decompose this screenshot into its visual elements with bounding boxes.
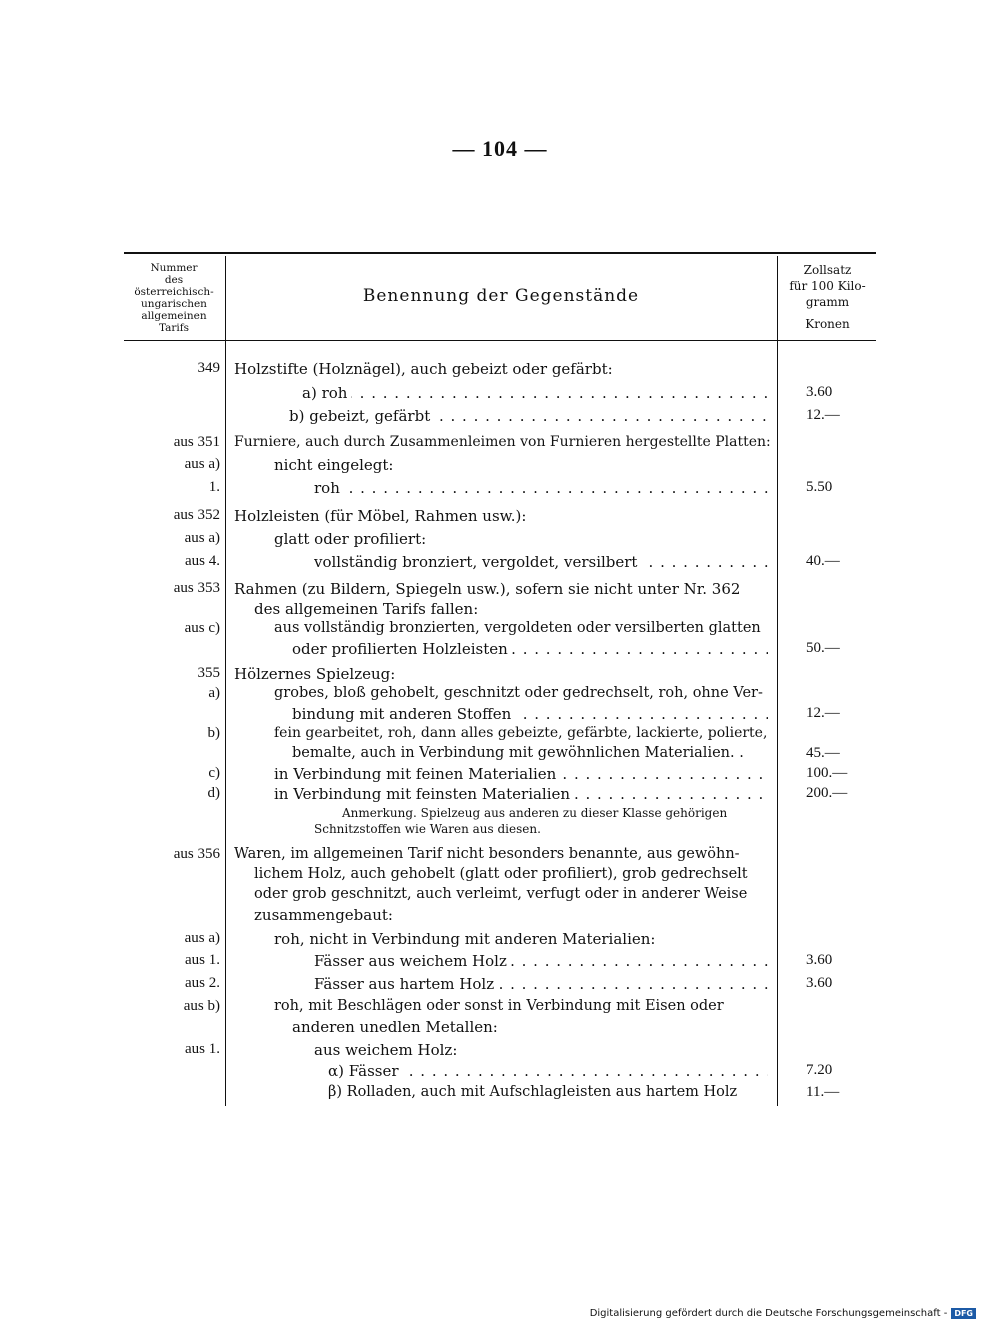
tariff-number: c) bbox=[208, 765, 220, 781]
item-text: Fässer aus weichem Holz bbox=[314, 952, 511, 970]
header-col1-line: Nummer bbox=[150, 262, 198, 274]
tariff-number: aus c) bbox=[184, 620, 220, 636]
item-text: Hölzernes Spielzeug: bbox=[234, 665, 396, 683]
item-text: oder grob geschnitzt, auch verleimt, verfugt oder in anderer Weise bbox=[254, 886, 748, 902]
tariff-number: aus a) bbox=[184, 530, 220, 546]
item-text: β) Rolladen, auch mit Aufschlagleisten aus hartem Holz bbox=[328, 1084, 738, 1100]
header-col1-line: allgemeinen bbox=[141, 310, 207, 322]
duty-value: 100.— bbox=[806, 765, 848, 781]
duty-value: 5.50 bbox=[806, 479, 833, 495]
table-row bbox=[292, 640, 768, 658]
annotation-note: Anmerkung. Spielzeug aus anderen zu dieser Klasse gehörigen bbox=[342, 806, 728, 820]
item-text: Rahmen (zu Bildern, Spiegeln usw.), sofern sie nicht unter Nr. 362 bbox=[234, 580, 741, 598]
header-col1-line: des österreichisch- bbox=[134, 274, 214, 298]
item-text: Furniere, auch durch Zusammenleimen von Furnieren hergestellte Platten: bbox=[234, 434, 771, 450]
tariff-number: d) bbox=[207, 785, 220, 801]
tariff-number: b) bbox=[207, 725, 220, 741]
item-text: grobes, bloß gehobelt, geschnitzt oder gedrechselt, roh, ohne Ver- bbox=[274, 685, 763, 701]
item-text: Holzstifte (Holznägel), auch gebeizt oder gefärbt: bbox=[234, 360, 613, 378]
header-col3-line: für 100 Kilo- bbox=[789, 279, 866, 293]
tariff-number: aus 1. bbox=[185, 952, 220, 968]
header-col3-line: Zollsatz bbox=[803, 263, 852, 277]
tariff-number: aus 4. bbox=[185, 553, 220, 569]
item-text: in Verbindung mit feinen Materialien bbox=[274, 765, 560, 783]
footer-text: Digitalisierung gefördert durch die Deutsche Forschungsgemeinschaft - bbox=[589, 1308, 948, 1319]
tariff-number: aus 353 bbox=[173, 580, 220, 596]
tariff-number: aus 2. bbox=[185, 975, 220, 991]
table-row bbox=[289, 407, 768, 425]
header-tariff-number bbox=[124, 262, 224, 334]
table-row bbox=[314, 975, 768, 993]
table-row bbox=[274, 785, 768, 803]
table-header-rule bbox=[124, 340, 876, 341]
duty-value: 12.— bbox=[806, 705, 840, 721]
table-row bbox=[302, 384, 768, 402]
page-number: — 104 — bbox=[452, 136, 548, 161]
item-text: b) gebeizt, gefärbt bbox=[289, 407, 434, 425]
table-row bbox=[314, 479, 768, 497]
item-text: Fässer aus hartem Holz bbox=[314, 975, 498, 993]
tariff-number: aus 352 bbox=[173, 507, 220, 523]
item-text: Holzleisten (für Möbel, Rahmen usw.): bbox=[234, 507, 527, 525]
tariff-number: a) bbox=[208, 685, 220, 701]
item-text: in Verbindung mit feinsten Materialien bbox=[274, 785, 574, 803]
item-text: a) roh bbox=[302, 384, 351, 402]
table-top-rule bbox=[124, 252, 876, 254]
table-row bbox=[314, 952, 768, 970]
item-text: vollständig bronziert, vergoldet, versilbert bbox=[314, 553, 641, 571]
tariff-number: aus a) bbox=[184, 456, 220, 472]
dfg-logo: DFG bbox=[951, 1308, 976, 1319]
annotation-note: Schnitzstoffen wie Waren aus diesen. bbox=[314, 822, 541, 836]
table-row bbox=[314, 553, 768, 571]
item-text: nicht eingelegt: bbox=[274, 456, 394, 474]
item-text: α) Fässer bbox=[328, 1062, 403, 1080]
header-col1-line: Tarifs bbox=[158, 322, 190, 334]
column-divider-right bbox=[777, 256, 778, 1106]
duty-value: 7.20 bbox=[806, 1062, 833, 1078]
item-text: lichem Holz, auch gehobelt (glatt oder profiliert), grob gedrechselt bbox=[254, 866, 748, 882]
item-text: Waren, im allgemeinen Tarif nicht besonders benannte, aus gewöhn- bbox=[234, 846, 740, 862]
item-text: roh, mit Beschlägen oder sonst in Verbindung mit Eisen oder bbox=[274, 998, 724, 1014]
item-text: aus weichem Holz: bbox=[314, 1041, 458, 1059]
footer-credit bbox=[590, 1308, 976, 1319]
duty-value: 3.60 bbox=[806, 975, 833, 991]
duty-value: 11.— bbox=[806, 1084, 840, 1100]
item-text: bindung mit anderen Stoffen bbox=[292, 705, 515, 723]
item-text: roh, nicht in Verbindung mit anderen Materialien: bbox=[274, 930, 656, 948]
table-row bbox=[274, 765, 768, 783]
header-duty-rate bbox=[779, 262, 876, 332]
item-text: aus vollständig bronzierten, vergoldeten oder versilberten glatten bbox=[274, 620, 761, 636]
header-col3-unit: Kronen bbox=[805, 317, 850, 331]
item-text: glatt oder profiliert: bbox=[274, 530, 427, 548]
tariff-number: aus a) bbox=[184, 930, 220, 946]
duty-value: 200.— bbox=[806, 785, 848, 801]
table-row bbox=[328, 1062, 768, 1080]
duty-value: 3.60 bbox=[806, 384, 833, 400]
item-text: roh bbox=[314, 479, 344, 497]
tariff-number: aus 356 bbox=[173, 846, 220, 862]
table-row bbox=[292, 705, 768, 723]
tariff-number: 349 bbox=[197, 360, 220, 376]
tariff-number: aus b) bbox=[183, 998, 220, 1014]
item-text: bemalte, auch in Verbindung mit gewöhnlichen Materialien. . bbox=[292, 745, 744, 761]
duty-value: 12.— bbox=[806, 407, 840, 423]
header-description: Benennung der Gegenstände bbox=[362, 286, 640, 306]
header-col3-line: gramm bbox=[805, 295, 850, 309]
header-col1-line: ungarischen bbox=[141, 298, 207, 310]
tariff-number: aus 351 bbox=[173, 434, 220, 450]
duty-value: 3.60 bbox=[806, 952, 833, 968]
tariff-number: aus 1. bbox=[185, 1041, 220, 1057]
duty-value: 40.— bbox=[806, 553, 840, 569]
item-text: des allgemeinen Tarifs fallen: bbox=[254, 600, 479, 618]
duty-value: 50.— bbox=[806, 640, 840, 656]
item-text: fein gearbeitet, roh, dann alles gebeizte, gefärbte, lackierte, polierte, bbox=[274, 725, 768, 741]
item-text: oder profilierten Holzleisten bbox=[292, 640, 512, 658]
column-divider-left bbox=[225, 256, 226, 1106]
tariff-number: 355 bbox=[197, 665, 220, 681]
duty-value: 45.— bbox=[806, 745, 840, 761]
tariff-number: 1. bbox=[208, 479, 220, 495]
item-text: zusammengebaut: bbox=[254, 906, 393, 924]
item-text: anderen unedlen Metallen: bbox=[292, 1018, 498, 1036]
